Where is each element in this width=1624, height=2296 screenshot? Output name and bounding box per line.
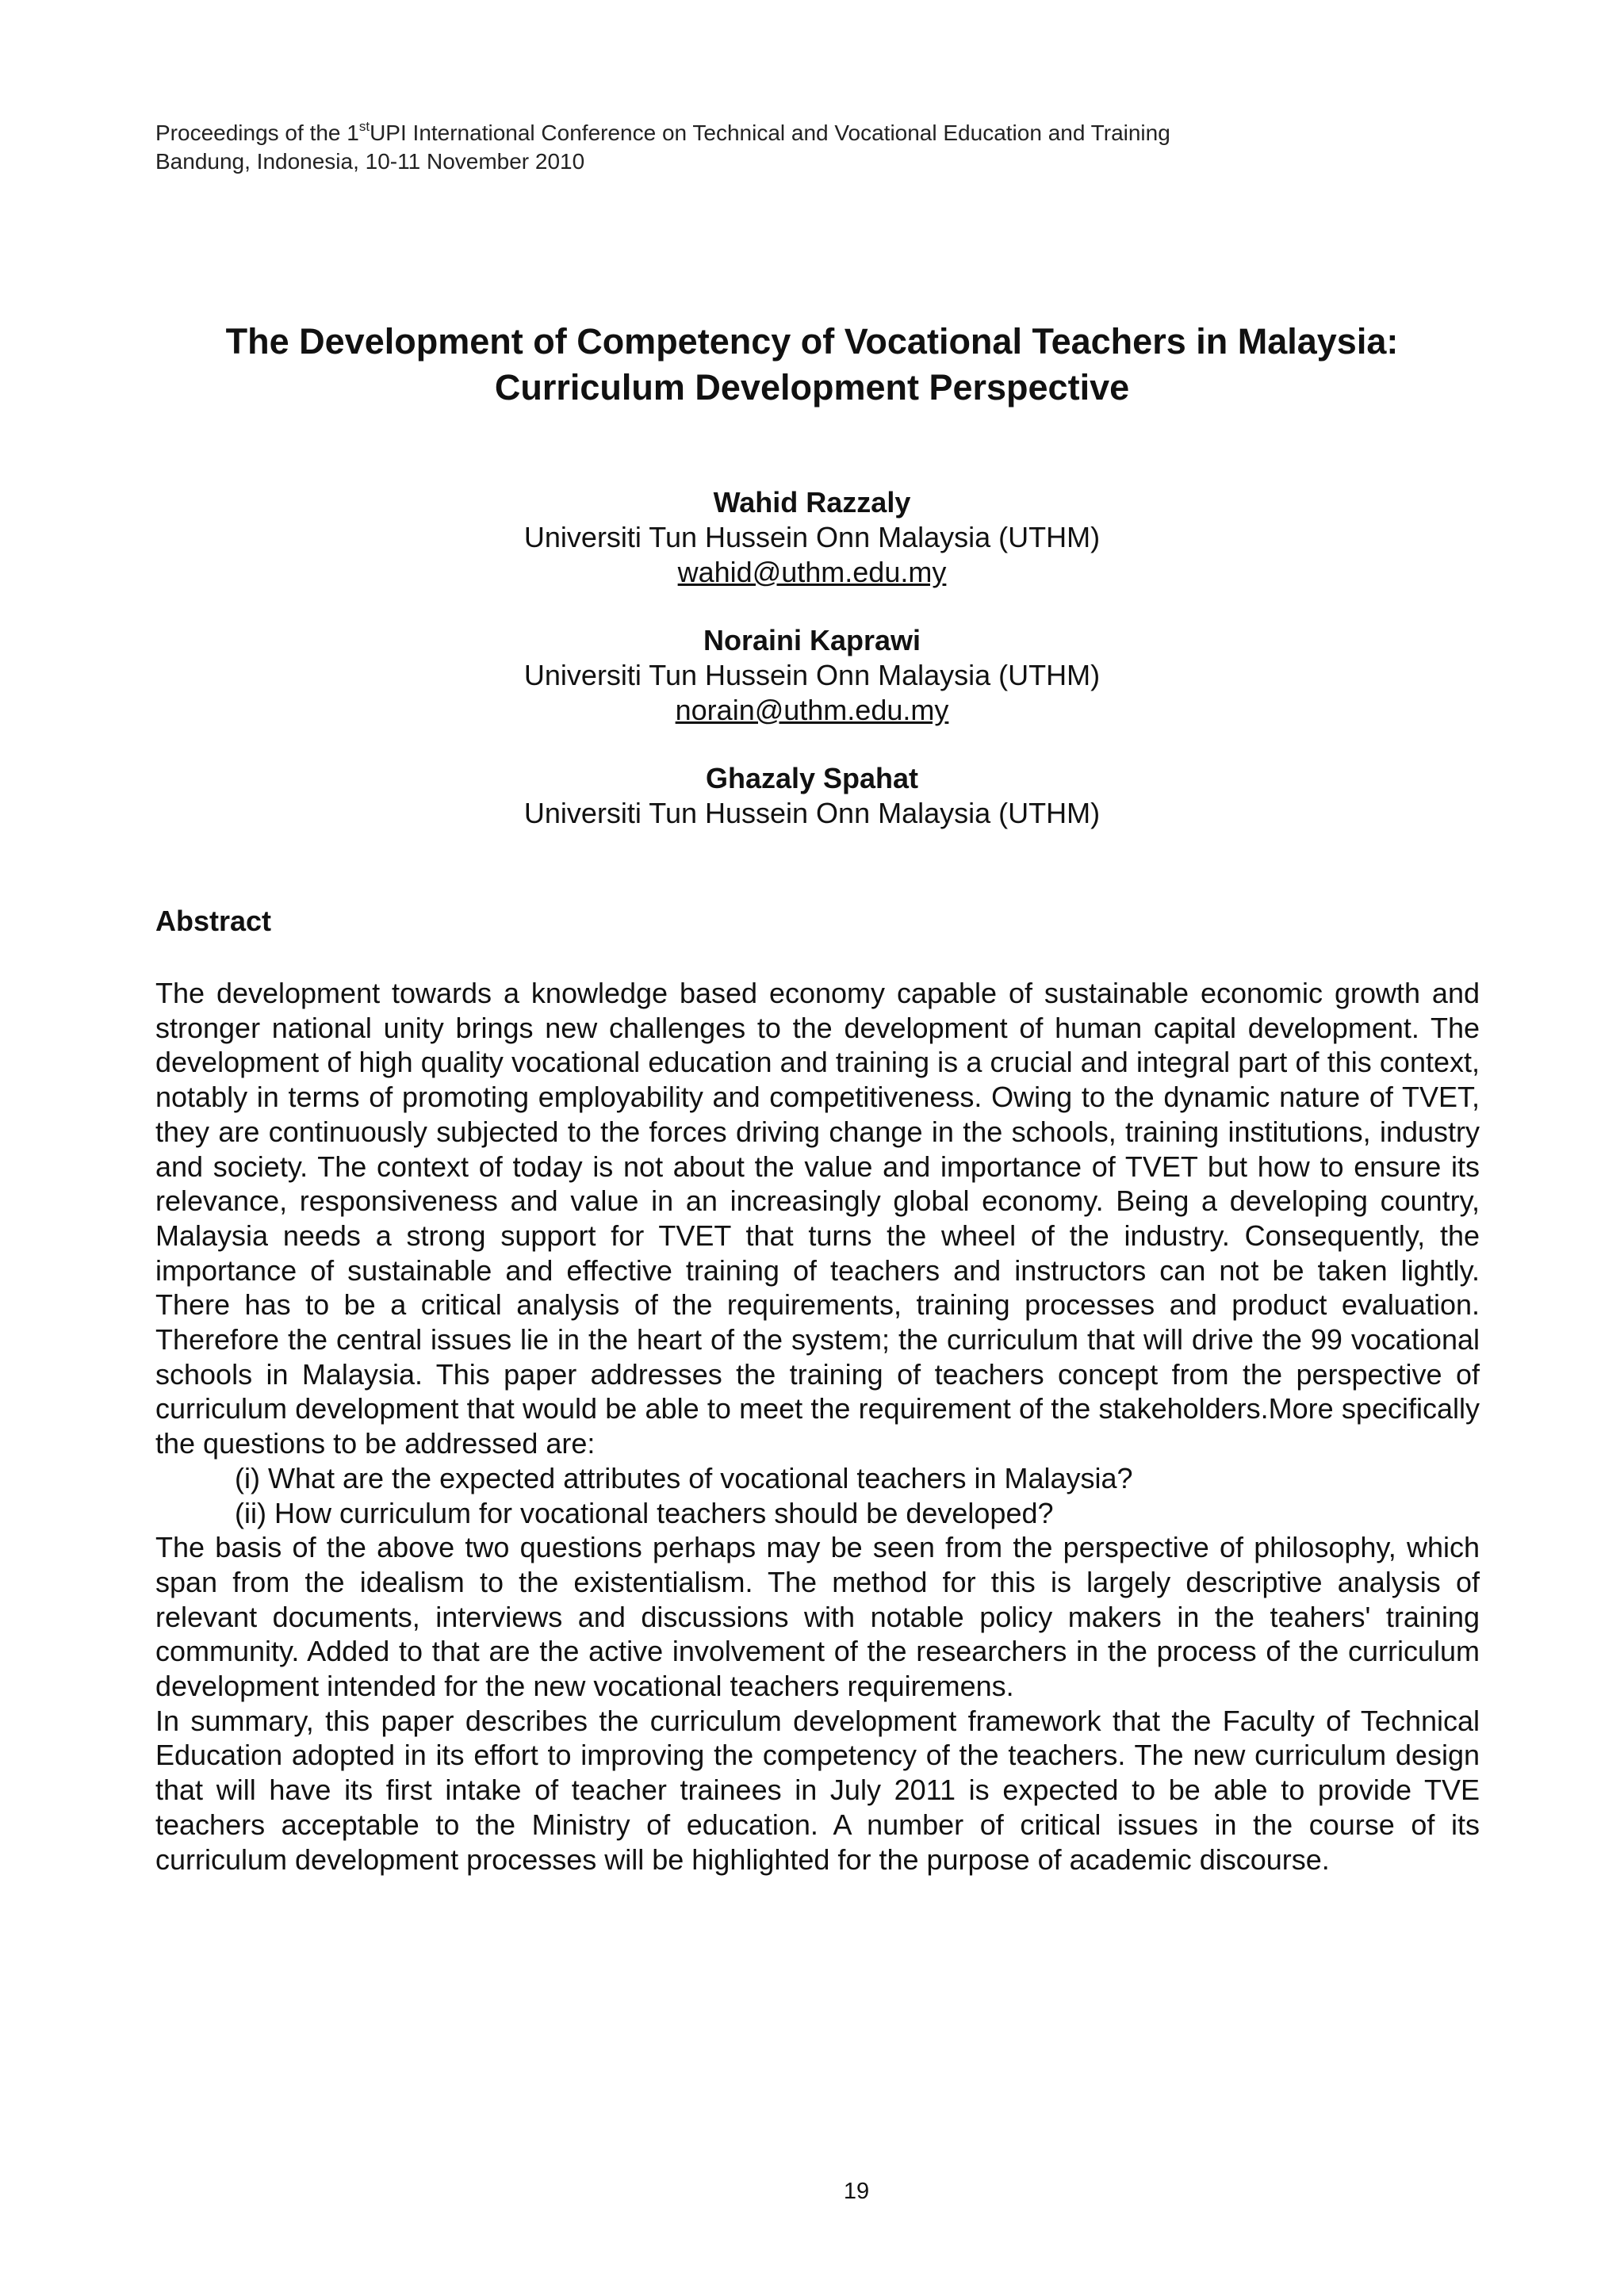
abstract-question: (i) What are the expected attributes of vocational teachers in Malaysia? bbox=[235, 1461, 1133, 1494]
author-name: Wahid Razzaly bbox=[713, 486, 911, 519]
author-email-link[interactable]: wahid@uthm.edu.my bbox=[677, 556, 947, 588]
author-affiliation: Universiti Tun Hussein Onn Malaysia (UTHM) bbox=[523, 797, 1101, 829]
author-affiliation: Universiti Tun Hussein Onn Malaysia (UTHM) bbox=[523, 521, 1101, 553]
running-header bbox=[155, 119, 1503, 176]
author-block bbox=[262, 761, 1362, 831]
page-number: 19 bbox=[843, 2179, 870, 2204]
abstract-paragraph: The development towards a knowledge based economy capable of sustainable economic growth and stronger national unity brings new challenges to the development of human capital development. The development of high quality vocational education and training is a crucial and integral part of this context, notably in terms of promoting employability and competitiveness. Owing to the dynamic nature of TVET, they are continuously subjected to the forces driving change in the schools, training institutions, industry and society. The context of today is not about the value and importance of TVET but how to ensure its relevance, responsiveness and value in an increasingly global economy. Being a developing country, Malaysia needs a strong support for TVET that turns the wheel of the industry. Consequently, the importance of sustainable and effective training of teachers and instructors can not be taken lightly. There has to be a critical analysis of the requirements, training processes and product evaluation. Therefore the central issues lie in the heart of the system; the curriculum that will drive the 99 vocational schools in Malaysia. This paper addresses the training of teachers concept from the perspective of curriculum development that would be able to meet the requirement of the stakeholders.More specifically the questions to be addressed are: bbox=[155, 977, 1480, 1460]
author-email-link[interactable]: norain@uthm.edu.my bbox=[675, 694, 949, 726]
title-line-2: Curriculum Development Perspective bbox=[494, 367, 1130, 408]
header-line-1: Proceedings of the 1stUPI International Conference on Technical and Vocational Education and Training bbox=[155, 119, 1170, 145]
abstract-question: (ii) How curriculum for vocational teachers should be developed? bbox=[235, 1496, 1054, 1529]
author-list bbox=[262, 485, 1362, 864]
paper-title bbox=[119, 319, 1505, 411]
title-line-1: The Development of Competency of Vocational Teachers in Malaysia: bbox=[225, 321, 1399, 362]
author-name: Noraini Kaprawi bbox=[703, 624, 921, 656]
author-affiliation: Universiti Tun Hussein Onn Malaysia (UTHM) bbox=[523, 659, 1101, 691]
author-block bbox=[262, 485, 1362, 590]
header-line-2: Bandung, Indonesia, 10-11 November 2010 bbox=[155, 149, 585, 174]
header-superscript: st bbox=[358, 119, 370, 134]
abstract-paragraph: In summary, this paper describes the curriculum development framework that the Faculty of Technical Education adopted in its effort to improving the competency of the teachers. The new curriculum design that will have its first intake of teacher trainees in July 2011 is expected to be able to provide TVE teachers acceptable to the Ministry of education. A number of critical issues in the course of its curriculum development processes will be highlighted for the purpose of academic discourse. bbox=[155, 1704, 1480, 1876]
abstract-paragraph: The basis of the above two questions perhaps may be seen from the perspective of philosophy, which span from the idealism to the existentialism. The method for this is largely descriptive analysis of relevant documents, interviews and discussions with notable policy makers in the teahers' training community. Added to that are the active involvement of the researchers in the process of the curriculum development intended for the new vocational teachers requiremens. bbox=[155, 1531, 1480, 1703]
abstract-heading: Abstract bbox=[155, 905, 272, 937]
author-block bbox=[262, 623, 1362, 728]
abstract-body bbox=[155, 976, 1480, 1877]
author-name: Ghazaly Spahat bbox=[705, 762, 919, 794]
